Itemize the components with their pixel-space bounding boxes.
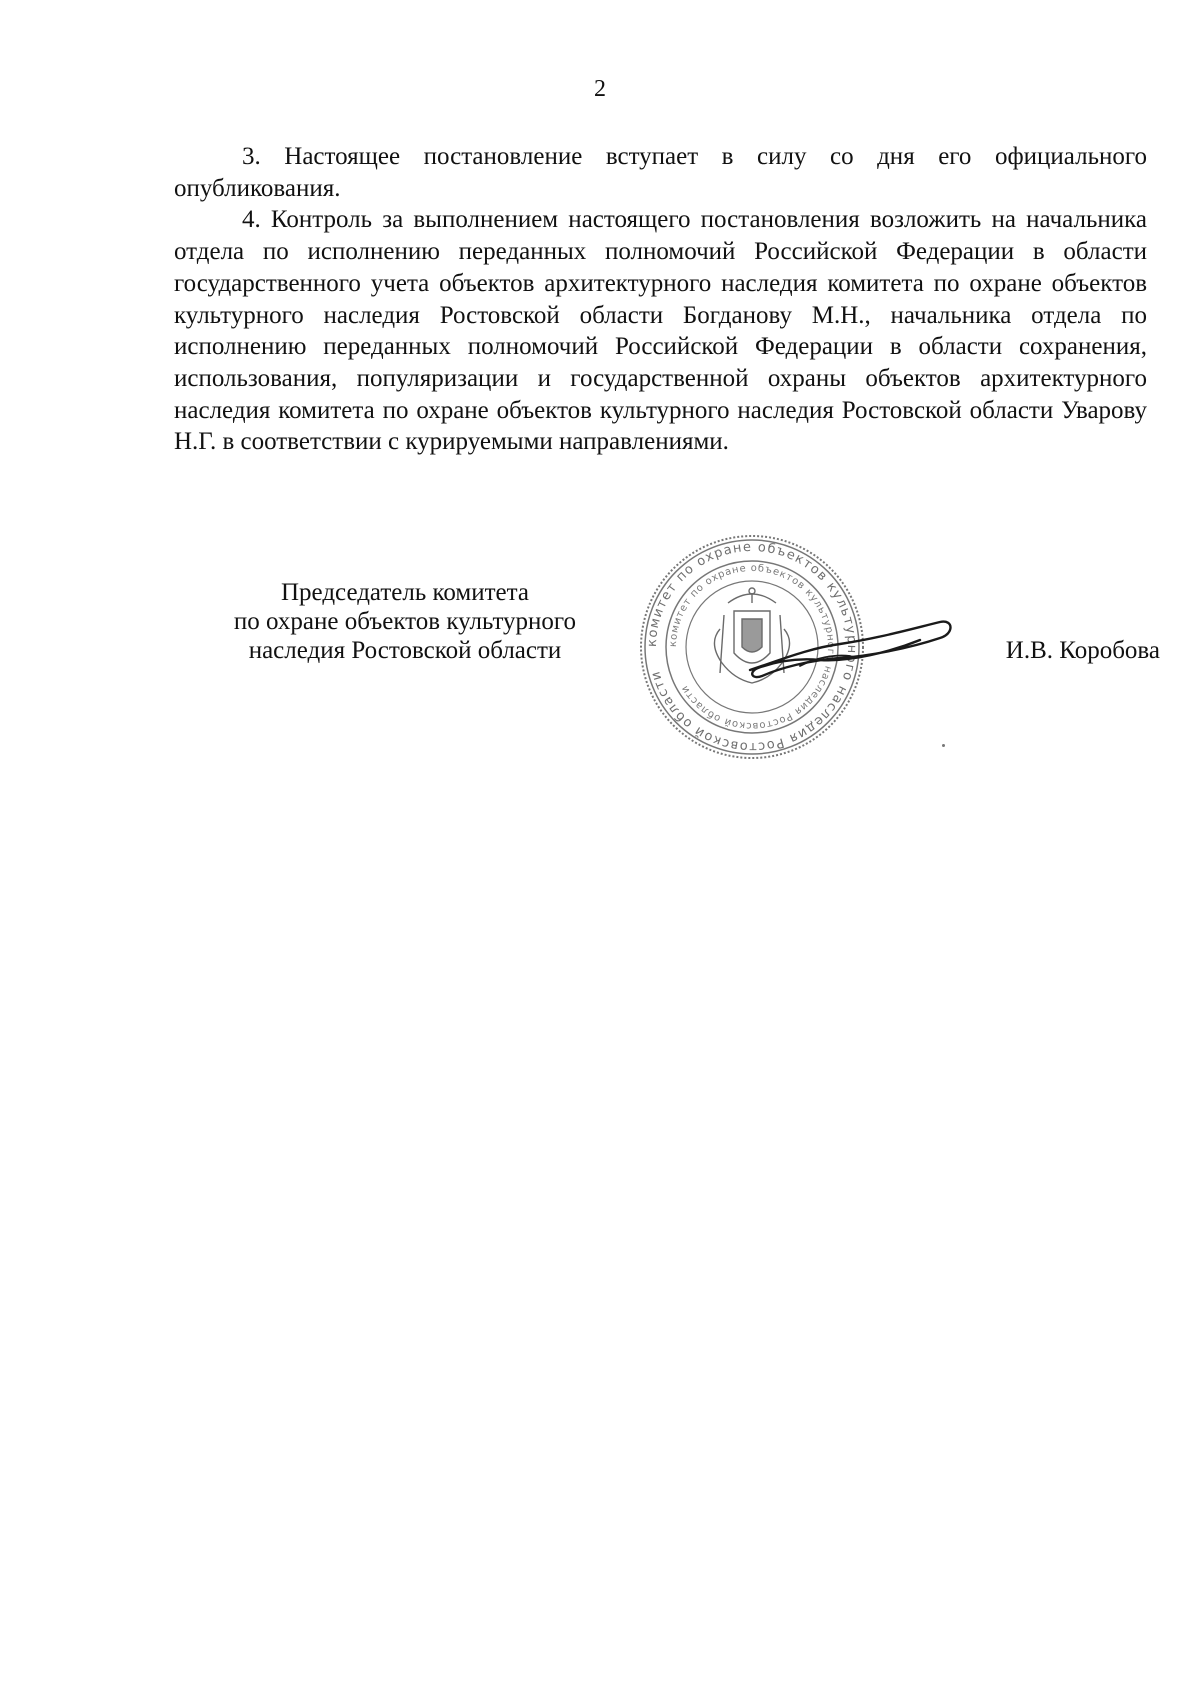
paragraph-4: 4. Контроль за выполнением настоящего постановления возложить на начальника отдела по исполнению переданных полномочий Российской Федерации в области государственного учета объектов архитектурного наследия комитета по охране объектов культурного наследия Ростовской области Богданову М.Н., начальника отдела по исполнению переданных полномочий Российской Федерации в области сохранения, использования, популяризации и государственной охраны объектов архитектурного наследия комитета по охране объектов культурного наследия Ростовской области Уварову Н.Г. в соответствии с курируемыми направлениями. [174,206,1147,456]
position-line: по охране объектов культурного [233,608,577,635]
handwritten-signature [740,608,960,688]
position-line: наследия Ростовской области [248,637,562,664]
signatory-position [195,578,615,665]
seal-outer-text: комитет по охране объектов культурного наследия Ростовской области [644,539,860,755]
scan-speck [942,744,945,747]
page-number: 2 [594,76,606,102]
seal-inner-text: комитет по охране объектов культурного наследия Ростовской области [667,562,837,732]
signatory-name: И.В. Коробова [1005,637,1160,664]
document-body [174,141,1147,458]
paragraph-3: 3. Настоящее постановление вступает в силу со дня его официального опубликования. [174,143,1147,202]
position-line: Председатель комитета [281,579,529,606]
